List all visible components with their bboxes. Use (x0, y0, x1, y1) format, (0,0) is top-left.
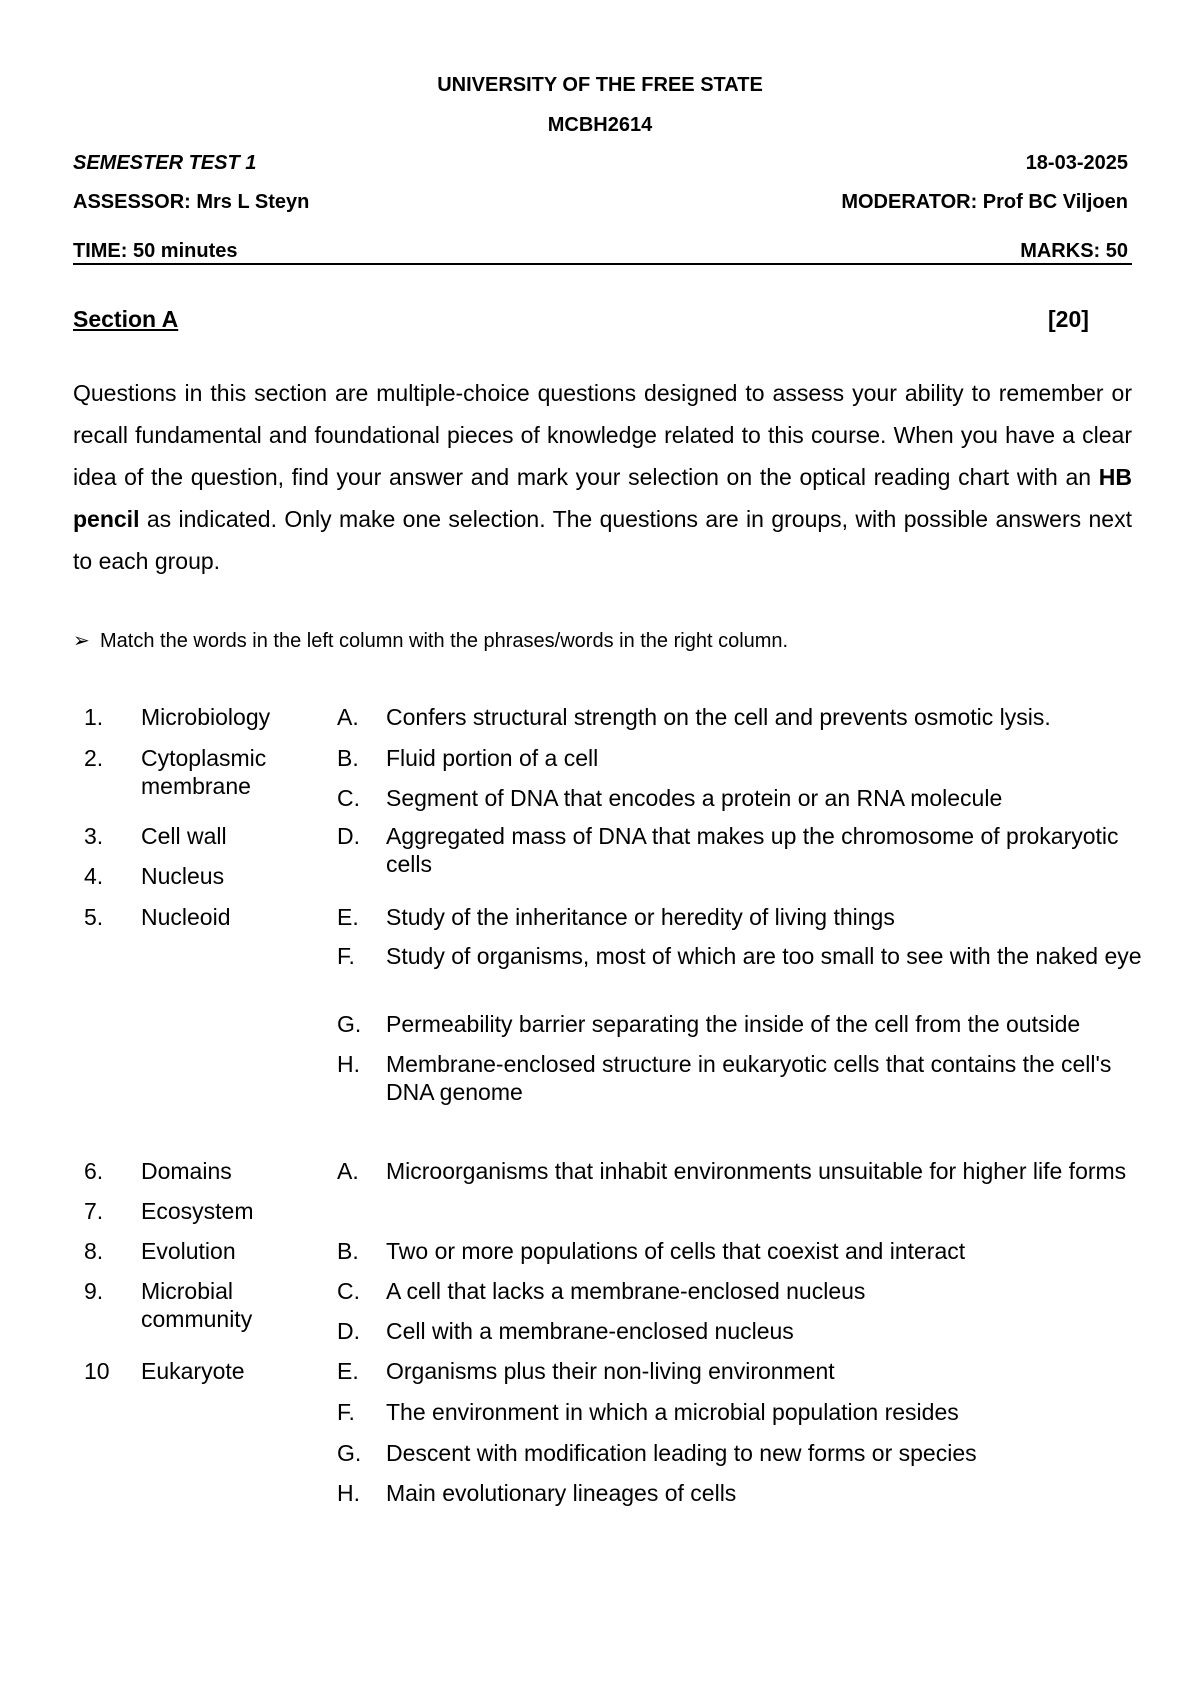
section-marks: [20] (1048, 306, 1089, 332)
section-title: Section A (73, 306, 179, 332)
option-letter: B. (337, 1238, 359, 1264)
option-text: Organisms plus their non-living environment (386, 1358, 835, 1384)
assessor: ASSESSOR: Mrs L Steyn (73, 191, 310, 213)
option-text: Confers structural strength on the cell and prevents osmotic lysis. (386, 704, 1051, 730)
intro-text-1: Questions in this section are multiple-choice questions designed to assess your ability to remember or recall fundamental and foundational pieces of knowledge related to this course. When you have a clear idea of the question, find your answer and mark your selection on the optical reading chart with an (73, 380, 1132, 490)
option-letter: F. (337, 1399, 355, 1425)
section-intro (73, 372, 1132, 582)
option-text: Study of the inheritance or heredity of living things (386, 904, 895, 930)
question-number: 8. (84, 1238, 104, 1264)
option-text: Fluid portion of a cell (386, 745, 599, 771)
option-text: Two or more populations of cells that coexist and interact (386, 1238, 966, 1264)
option-text: Main evolutionary lineages of cells (386, 1480, 737, 1506)
option-text: Cell with a membrane-enclosed nucleus (386, 1318, 794, 1344)
option-text: Segment of DNA that encodes a protein or an RNA molecule (386, 785, 1003, 811)
option-letter: G. (337, 1011, 362, 1037)
option-text: Aggregated mass of DNA that makes up the chromosome of prokaryotic cells (386, 823, 1119, 877)
question-number: 3. (84, 823, 104, 849)
intro-bold: HB pencil (73, 464, 1132, 532)
question-number: 7. (84, 1198, 104, 1224)
option-text: Study of organisms, most of which are too small to see with the naked eye (386, 943, 1142, 969)
option-letter: E. (337, 1358, 359, 1384)
option-letter: C. (337, 785, 360, 811)
option-letter: D. (337, 823, 360, 849)
option-letter: D. (337, 1318, 360, 1344)
question-term: Ecosystem (141, 1198, 254, 1224)
total-marks: MARKS: 50 (1020, 240, 1128, 262)
time-allowed: TIME: 50 minutes (73, 240, 238, 262)
option-letter: A. (337, 1158, 359, 1184)
option-letter: H. (337, 1480, 360, 1506)
moderator: MODERATOR: Prof BC Viljoen (841, 191, 1128, 213)
option-text: Descent with modification leading to new forms or species (386, 1440, 977, 1466)
option-letter: F. (337, 943, 355, 969)
option-text: The environment in which a microbial population resides (386, 1399, 959, 1425)
option-letter: G. (337, 1440, 362, 1466)
option-letter: H. (337, 1051, 360, 1077)
option-letter: C. (337, 1278, 360, 1304)
option-letter: A. (337, 704, 359, 730)
question-term: Domains (141, 1158, 232, 1184)
question-number: 9. (84, 1278, 104, 1304)
instruction (73, 628, 788, 653)
option-text: A cell that lacks a membrane-enclosed nucleus (386, 1278, 866, 1304)
question-term: Cytoplasmic membrane (141, 745, 267, 799)
question-term: Microbiology (141, 704, 271, 730)
question-term: Nucleoid (141, 904, 231, 930)
university-title: UNIVERSITY OF THE FREE STATE (437, 74, 763, 96)
question-number: 2. (84, 745, 104, 771)
question-number: 1. (84, 704, 104, 730)
question-term: Cell wall (141, 823, 227, 849)
question-number: 10 (84, 1358, 110, 1384)
option-letter: B. (337, 745, 359, 771)
test-date: 18-03-2025 (1025, 152, 1128, 174)
question-number: 4. (84, 863, 104, 889)
test-name: SEMESTER TEST 1 (73, 152, 257, 174)
question-term: Microbial community (141, 1278, 253, 1332)
question-number: 6. (84, 1158, 104, 1184)
question-term: Nucleus (141, 863, 225, 889)
question-term: Eukaryote (141, 1358, 245, 1384)
intro-text-2: as indicated. Only make one selection. The questions are in groups, with possible answers next to each group. (73, 506, 1132, 574)
option-text: Permeability barrier separating the inside of the cell from the outside (386, 1011, 1081, 1037)
option-text: Membrane-enclosed structure in eukaryotic cells that contains the cell's DNA genome (386, 1051, 1112, 1105)
course-code: MCBH2614 (547, 114, 653, 136)
question-term: Evolution (141, 1238, 236, 1264)
question-number: 5. (84, 904, 104, 930)
option-letter: E. (337, 904, 359, 930)
option-text: Microorganisms that inhabit environments unsuitable for higher life forms (386, 1158, 1127, 1184)
header-divider (73, 263, 1132, 265)
arrow-bullet-icon: ➢ (73, 630, 90, 652)
instruction-text: Match the words in the left column with the phrases/words in the right column. (100, 630, 789, 652)
